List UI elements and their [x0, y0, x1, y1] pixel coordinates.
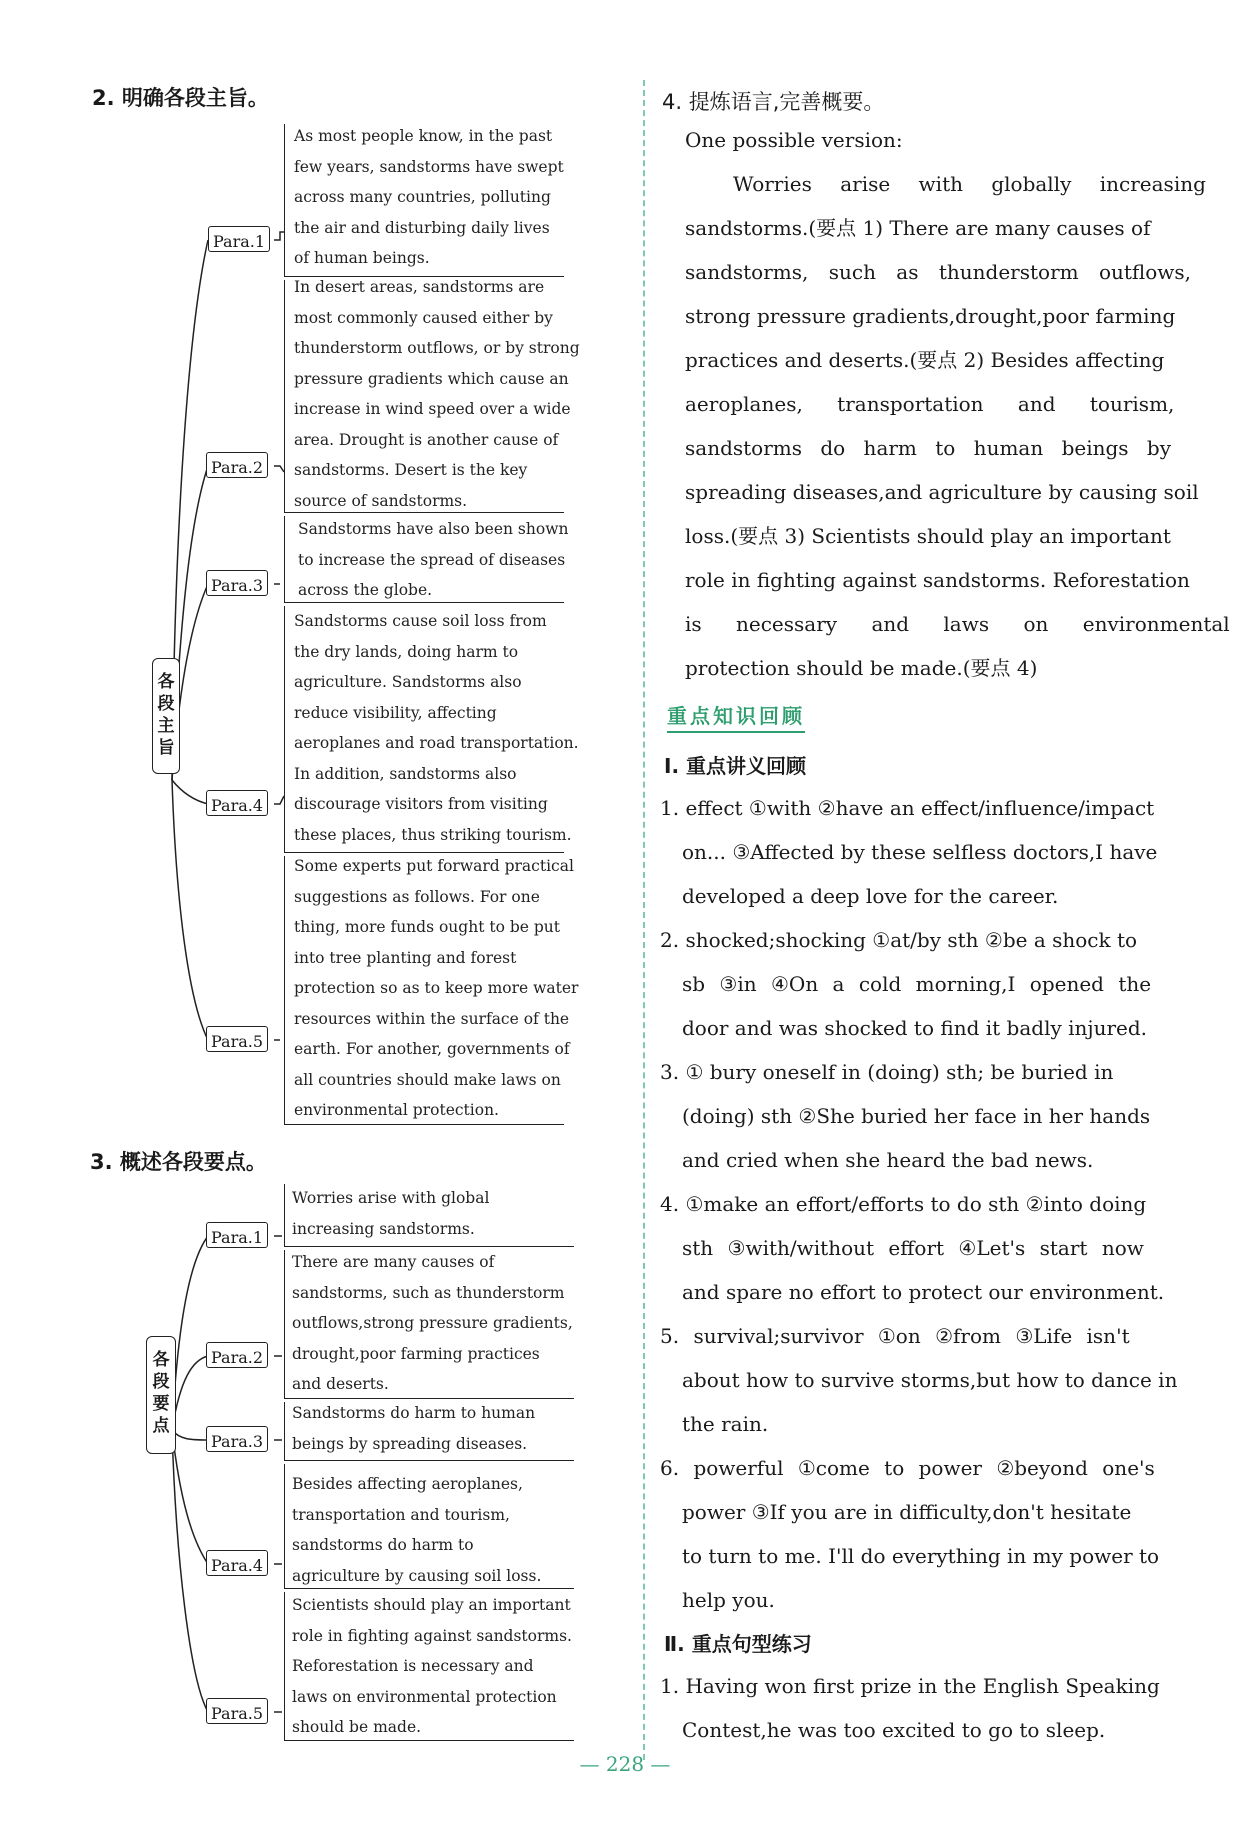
- s3-para-5-text: Scientists should play an important role in fighting against sandstorms. Reforestation is necessary and laws on environmental protection should be made.: [292, 1596, 572, 1736]
- s3-para-2-text: There are many causes of sandstorms, such as thunderstorm outflows,strong pressure gradients, drought,poor farming practices and deserts.: [292, 1253, 573, 1393]
- review-heading: 重点知识回顾: [667, 700, 805, 733]
- s3-para-4-text: Besides affecting aeroplanes, transportation and tourism, sandstorms do harm to agriculture by causing soil loss.: [292, 1475, 542, 1585]
- s2-para-3-label: Para.3: [206, 570, 268, 596]
- section-i-answers: 1. effect ①with ②have an effect/influence/impact on... ③Affected by these selfless doctors,I have developed a deep love for the career. 2. shocked;shocking ①at/by sth ②be a shock to sb ③in ④On a cold morning,I opened the door and was shocked to find it badly injured. 3. ① bury oneself in (doing) sth; be buried in (doing) sth ②She buried her face in her hands and cried when she heard the bad news. 4. ①make an effort/efforts to do sth ②into doing sth ③with/without effort ④Let's start now and spare no effort to protect our environment. 5. survival;survivor ①on ②from ③Life isn't about how to survive storms,but how to dance in the rain. 6. powerful ①come to power ②beyond one's power ③If you are in difficulty,don't hesitate to turn to me. I'll do everything in my power to help you.: [660, 796, 1178, 1612]
- section-3-tab: 各段要点: [146, 1336, 176, 1454]
- s3-para-5-label: Para.5: [206, 1698, 268, 1724]
- section-i-title: Ⅰ. 重点讲义回顾: [664, 754, 807, 778]
- s2-para-4-label: Para.4: [206, 790, 268, 816]
- s2-para-1-label: Para.1: [208, 226, 270, 252]
- section-2-tab: 各段主旨: [152, 658, 180, 774]
- s2-para-3-text: Sandstorms have also been shown to increase the spread of diseases across the globe.: [298, 520, 569, 599]
- section-4-summary: Worries arise with globally increasing sandstorms.(要点 1) There are many causes of sandstorms, such as thunderstorm outflows, strong pressure gradients,drought,poor farming practices and deserts.(要点 2) Besides affecting aeroplanes, transportation and tourism, sandstorms do harm to human beings by spreading diseases,and agriculture by causing soil loss.(要点 3) Scientists should play an important role in fighting against sandstorms. Reforestation is necessary and laws on environmental protection should be made.(要点 4): [685, 172, 1230, 680]
- s2-para-2-label: Para.2: [206, 452, 268, 478]
- section-ii-answers: 1. Having won first prize in the English Speaking Contest,he was too excited to go to sleep.: [660, 1674, 1160, 1742]
- s2-para-5-text: Some experts put forward practical suggestions as follows. For one thing, more funds ought to be put into tree planting and forest protection so as to keep more water resources within the surface of the earth. For another, governments of all countries should make laws on environmental protection.: [294, 857, 579, 1119]
- s2-para-2-text: In desert areas, sandstorms are most commonly caused either by thunderstorm outflows, or by strong pressure gradients which cause an increase in wind speed over a wide area. Drought is another cause of sandstorms. Desert is the key source of sandstorms.: [294, 278, 580, 510]
- section-3-title: 3. 概述各段要点。: [90, 1150, 267, 1174]
- s3-para-3-label: Para.3: [206, 1426, 268, 1452]
- section-ii-title: Ⅱ. 重点句型练习: [664, 1632, 812, 1656]
- s3-para-1-label: Para.1: [206, 1222, 268, 1248]
- s2-para-4-text: Sandstorms cause soil loss from the dry lands, doing harm to agriculture. Sandstorms also reduce visibility, affecting aeroplanes and road transportation. In addition, sandstorms also discourage visitors from visiting these places, thus striking tourism.: [294, 612, 579, 844]
- s3-para-3-text: Sandstorms do harm to human beings by spreading diseases.: [292, 1404, 536, 1453]
- page-number: — 228 —: [579, 1752, 671, 1776]
- s3-para-4-label: Para.4: [206, 1550, 268, 1576]
- section-2-title: 2. 明确各段主旨。: [92, 86, 269, 110]
- s3-para-1-text: Worries arise with global increasing sandstorms.: [292, 1189, 490, 1238]
- s3-para-2-label: Para.2: [206, 1342, 268, 1368]
- section-4-intro: One possible version:: [685, 128, 903, 152]
- column-divider: [643, 80, 645, 1760]
- s2-para-5-label: Para.5: [206, 1026, 268, 1052]
- section-4-title: 4. 提炼语言,完善概要。: [662, 90, 885, 114]
- s2-para-1-text: As most people know, in the past few years, sandstorms have swept across many countries, polluting the air and disturbing daily lives of human beings.: [294, 127, 564, 267]
